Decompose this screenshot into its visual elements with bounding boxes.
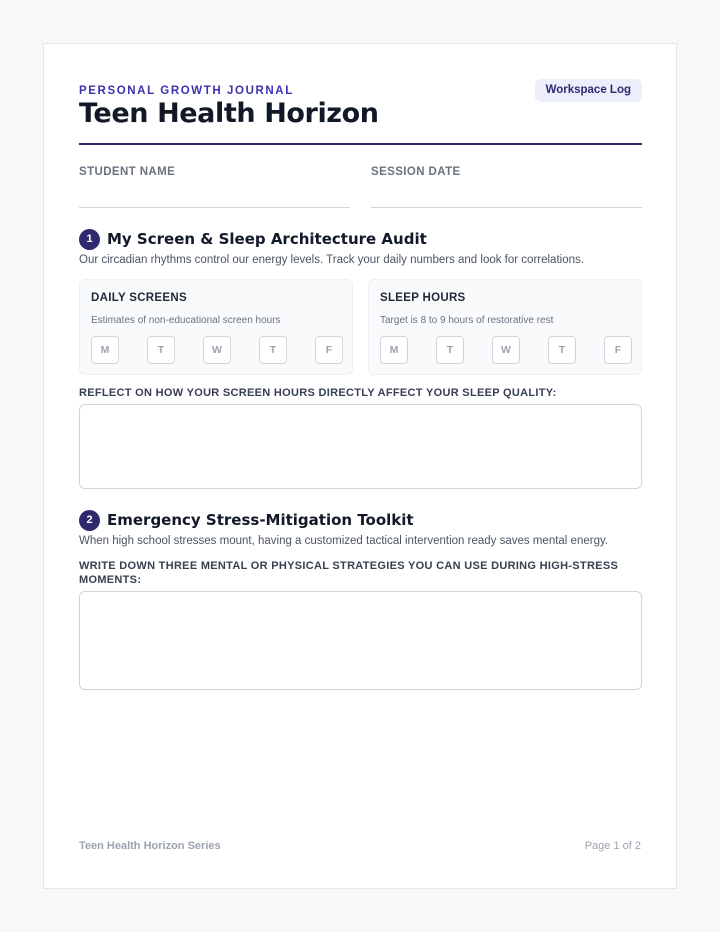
stress-strategies-textarea[interactable] bbox=[79, 591, 642, 690]
screen-sleep-reflection-textarea[interactable] bbox=[79, 404, 642, 489]
student-name-field[interactable] bbox=[79, 207, 350, 208]
section-2-prompt: WRITE DOWN THREE MENTAL OR PHYSICAL STRATEGIES YOU CAN USE DURING HIGH-STRESS MOMENTS: bbox=[79, 560, 619, 586]
section-1-header bbox=[79, 228, 427, 250]
sleep-day-wed-box[interactable]: W bbox=[492, 336, 520, 364]
screens-day-tue-box[interactable]: T bbox=[147, 336, 175, 364]
journal-eyebrow: PERSONAL GROWTH JOURNAL bbox=[79, 85, 294, 97]
section-1-description: Our circadian rhythms control our energy levels. Track your daily numbers and look for correlations. bbox=[79, 254, 584, 266]
screens-day-wed-box[interactable]: W bbox=[203, 336, 231, 364]
section-1-number: 1 bbox=[79, 229, 100, 250]
section-1-title: My Screen & Sleep Architecture Audit bbox=[107, 230, 427, 248]
section-1-prompt: REFLECT ON HOW YOUR SCREEN HOURS DIRECTLY AFFECT YOUR SLEEP QUALITY: bbox=[79, 387, 557, 399]
sleep-day-thu-box[interactable]: T bbox=[548, 336, 576, 364]
daily-screens-subtitle: Estimates of non-educational screen hours bbox=[91, 315, 281, 326]
section-2-number: 2 bbox=[79, 510, 100, 531]
footer-series: Teen Health Horizon Series bbox=[79, 840, 221, 852]
screens-day-mon-box[interactable]: M bbox=[91, 336, 119, 364]
screens-day-thu-box[interactable]: T bbox=[259, 336, 287, 364]
sleep-hours-title: SLEEP HOURS bbox=[380, 292, 466, 304]
journal-page bbox=[43, 43, 677, 889]
session-date-label: SESSION DATE bbox=[371, 166, 461, 178]
daily-screens-card bbox=[79, 279, 353, 375]
daily-screens-title: DAILY SCREENS bbox=[91, 292, 187, 304]
section-2-title: Emergency Stress-Mitigation Toolkit bbox=[107, 511, 414, 529]
footer-page-number: Page 1 of 2 bbox=[584, 840, 641, 852]
section-2-description: When high school stresses mount, having a customized tactical intervention ready saves mental energy. bbox=[79, 535, 609, 547]
sleep-day-fri-box[interactable]: F bbox=[604, 336, 632, 364]
sleep-day-tue-box[interactable]: T bbox=[436, 336, 464, 364]
student-name-label: STUDENT NAME bbox=[79, 166, 176, 178]
screens-day-fri-box[interactable]: F bbox=[315, 336, 343, 364]
sleep-hours-card bbox=[368, 279, 642, 375]
workspace-log-badge: Workspace Log bbox=[535, 79, 642, 102]
section-2-header bbox=[79, 509, 414, 531]
page-header bbox=[79, 79, 642, 145]
session-date-field[interactable] bbox=[371, 207, 642, 208]
sleep-day-mon-box[interactable]: M bbox=[380, 336, 408, 364]
page-title: Teen Health Horizon bbox=[79, 98, 379, 129]
daily-screens-days bbox=[91, 336, 343, 364]
sleep-hours-days bbox=[380, 336, 632, 364]
sleep-hours-subtitle: Target is 8 to 9 hours of restorative rest bbox=[380, 315, 554, 326]
